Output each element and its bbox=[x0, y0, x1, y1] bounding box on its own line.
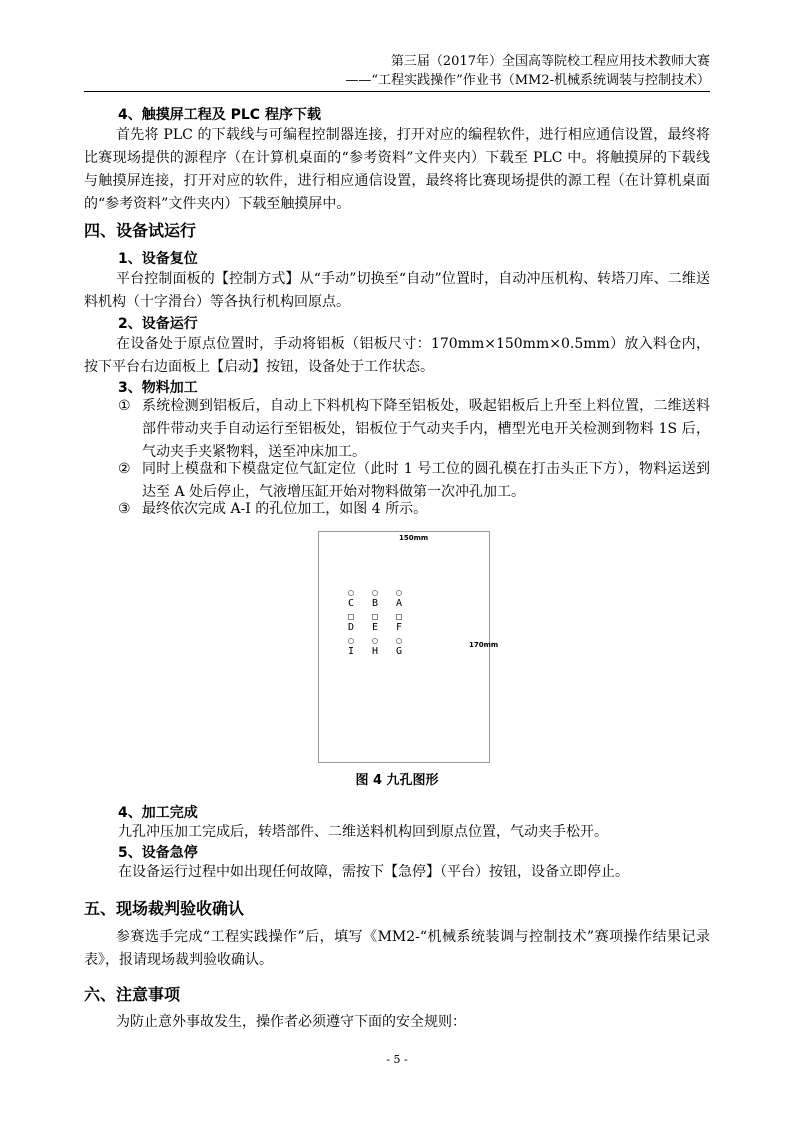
header-rule bbox=[84, 91, 710, 92]
notes-paragraph: 为防止意外事故发生，操作者必须遵守下面的安全规则： bbox=[116, 1014, 466, 1030]
hole-marker bbox=[364, 614, 386, 633]
chapter-title-notes: 六、注意事项 bbox=[84, 985, 181, 1004]
list-item bbox=[118, 498, 710, 521]
emergency-stop-paragraph: 在设备运行过程中如出现任何故障，需按下【急停】（平台）按钮，设备立即停止。 bbox=[118, 864, 629, 880]
list-item-text: 同时上模盘和下模盘定位气缸定位（此时 1 号工位的圆孔模在打击头正下方），物料运送到达至 A 处后停止，气液增压缸开始对物料做第一次冲孔加工。 bbox=[142, 461, 710, 500]
list-item bbox=[118, 395, 710, 464]
header-line-1: 第三届（2017年）全国高等院校工程应用技术教师大赛 bbox=[390, 54, 710, 69]
chapter-title-acceptance: 五、现场裁判验收确认 bbox=[84, 899, 245, 918]
list-item-number: ① bbox=[118, 398, 131, 414]
figure-width-label: 150mm bbox=[399, 534, 429, 542]
hole-marker bbox=[340, 590, 362, 609]
chapter-title-trial-run: 四、设备试运行 bbox=[84, 221, 197, 240]
list-item-number: ③ bbox=[118, 501, 131, 517]
section-title-reset: 1、设备复位 bbox=[118, 251, 198, 267]
figure-height-label: 170mm bbox=[469, 641, 499, 649]
acceptance-paragraph: 参赛选手完成“工程实践操作”后，填写《MM2-“机械系统装调与控制技术”赛项操作结果记录表》，报请现场裁判验收确认。 bbox=[84, 929, 710, 968]
hole-marker bbox=[388, 590, 410, 609]
run-paragraph: 在设备处于原点位置时，手动将铝板（铝板尺寸：170mm×150mm×0.5mm）放入料仓内，按下平台右边面板上【启动】按钮，设备处于工作状态。 bbox=[84, 336, 710, 375]
hole-marker bbox=[340, 614, 362, 633]
list-item-number: ② bbox=[118, 461, 131, 477]
section-title-emergency-stop: 5、设备急停 bbox=[118, 845, 198, 861]
hole-marker bbox=[364, 590, 386, 609]
hole-label: D bbox=[347, 622, 355, 633]
hole-marker bbox=[340, 638, 362, 657]
section-title-plc-download: 4、触摸屏工程及 PLC 程序下载 bbox=[118, 107, 321, 123]
hole-label: E bbox=[371, 622, 379, 633]
page-number: - 5 - bbox=[386, 1053, 408, 1066]
section-title-done: 4、加工完成 bbox=[118, 805, 198, 821]
plc-download-paragraph: 首先将 PLC 的下载线与可编程控制器连接，打开对应的编程软件，进行相应通信设置，最终将比赛现场提供的源程序（在计算机桌面的“参考资料”文件夹内）下载至 PLC 中。将触摸屏的下载线与触摸屏连接，打开对应的软件，进行相应通信设置，最终将比赛现场提供的源工程（在计算机桌面的“参考资料”文件夹内）下载至触摸屏中。 bbox=[84, 127, 710, 212]
hole-marker bbox=[388, 614, 410, 633]
hole-label: A bbox=[395, 598, 403, 609]
list-item-text: 系统检测到铝板后，自动上下料机构下降至铝板处，吸起铝板后上升至上料位置，二维送料部件带动夹手自动运行至铝板处，铝板位于气动夹手内，槽型光电开关检测到物料 1S 后，气动夹手夹紧物料，送至冲床加工。 bbox=[142, 398, 710, 460]
page-header bbox=[345, 52, 710, 90]
hole-label: F bbox=[395, 622, 403, 633]
hole-label: B bbox=[371, 598, 379, 609]
figure-caption: 图 4 九孔图形 bbox=[355, 773, 439, 788]
hole-label: I bbox=[347, 646, 355, 657]
header-line-2: ——“工程实践操作”作业书（MM2-机械系统调装与控制技术） bbox=[345, 73, 710, 88]
hole-label: G bbox=[395, 646, 403, 657]
nine-hole-figure bbox=[318, 531, 499, 763]
hole-label: C bbox=[347, 598, 355, 609]
done-paragraph: 九孔冲压加工完成后，转塔部件、二维送料机构回到原点位置，气动夹手松开。 bbox=[118, 824, 608, 840]
reset-paragraph: 平台控制面板的【控制方式】从“手动”切换至“自动”位置时，自动冲压机构、转塔刀库、二维送料机构（十字滑台）等各执行机构回原点。 bbox=[84, 271, 710, 310]
list-item-text: 最终依次完成 A-I 的孔位加工，如图 4 所示。 bbox=[142, 501, 428, 517]
section-title-processing: 3、物料加工 bbox=[118, 380, 198, 396]
hole-marker bbox=[388, 638, 410, 657]
section-title-run: 2、设备运行 bbox=[118, 316, 198, 332]
hole-marker bbox=[364, 638, 386, 657]
hole-label: H bbox=[371, 646, 379, 657]
